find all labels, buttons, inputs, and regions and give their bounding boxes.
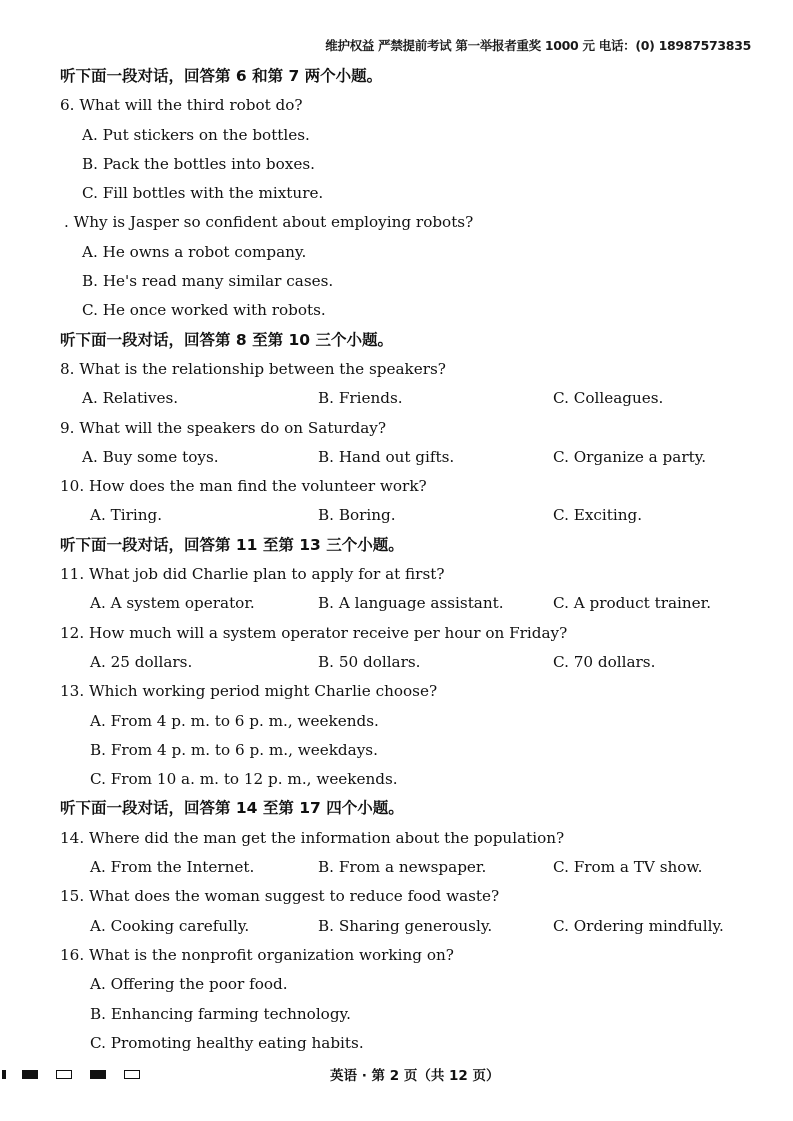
page-number: 英语 · 第 2 页（共 12 页） xyxy=(330,1068,500,1084)
question-text: 10. How does the man find the volunteer work? xyxy=(60,477,427,496)
answer-option-row xyxy=(0,501,793,530)
answer-option-row xyxy=(0,443,793,472)
answer-option: A. From 4 p. m. to 6 p. m., weekends. xyxy=(90,711,379,730)
question-text: 12. How much will a system operator receive per hour on Friday? xyxy=(60,623,568,642)
answer-option-a: A. 25 dollars. xyxy=(90,652,193,671)
exam-content xyxy=(0,62,793,1058)
question-text: 11. What job did Charlie plan to apply for at first? xyxy=(60,565,445,584)
answer-option-a: A. Cooking carefully. xyxy=(90,916,250,935)
registration-mark xyxy=(90,1070,106,1079)
section-instruction: 听下面一段对话，回答第 8 至第 10 三个小题。 xyxy=(60,330,393,349)
answer-option: C. From 10 a. m. to 12 p. m., weekends. xyxy=(90,770,398,789)
answer-option: A. He owns a robot company. xyxy=(82,242,307,261)
registration-mark xyxy=(22,1070,38,1079)
answer-option-b: B. 50 dollars. xyxy=(318,652,421,671)
answer-option-row xyxy=(0,589,793,618)
answer-option: B. He's read many similar cases. xyxy=(82,272,334,291)
answer-option-row xyxy=(0,384,793,413)
question-text: 6. What will the third robot do? xyxy=(60,96,303,115)
answer-option: B. Enhancing farming technology. xyxy=(90,1004,351,1023)
page-header-notice: 维护权益 严禁提前考试 第一举报者重奖 1000 元 电话：(0) 18987573835 xyxy=(325,38,751,53)
answer-option-c: C. Exciting. xyxy=(553,506,643,525)
answer-option-a: A. From the Internet. xyxy=(90,858,255,877)
answer-option-c: C. Colleagues. xyxy=(553,389,664,408)
question-text: 8. What is the relationship between the speakers? xyxy=(60,359,446,378)
answer-option: C. He once worked with robots. xyxy=(82,301,326,320)
answer-option-a: A. Buy some toys. xyxy=(82,447,219,466)
answer-option: B. From 4 p. m. to 6 p. m., weekdays. xyxy=(90,740,378,759)
answer-option-b: B. Friends. xyxy=(318,389,403,408)
answer-option: A. Offering the poor food. xyxy=(90,975,288,994)
answer-option-a: A. A system operator. xyxy=(90,594,255,613)
question-text: 14. Where did the man get the information about the population? xyxy=(60,828,565,847)
answer-option-row xyxy=(0,912,793,941)
question-text: . Why is Jasper so confident about employing robots? xyxy=(64,213,474,232)
answer-option-c: C. Ordering mindfully. xyxy=(553,916,724,935)
answer-option-b: B. A language assistant. xyxy=(318,594,504,613)
answer-option-row xyxy=(0,853,793,882)
answer-option: A. Put stickers on the bottles. xyxy=(82,125,310,144)
answer-option-c: C. 70 dollars. xyxy=(553,652,656,671)
question-text: 15. What does the woman suggest to reduce food waste? xyxy=(60,887,500,906)
registration-mark xyxy=(56,1070,72,1079)
answer-option-c: C. Organize a party. xyxy=(553,447,707,466)
answer-option-b: B. From a newspaper. xyxy=(318,858,487,877)
registration-mark xyxy=(124,1070,140,1079)
section-instruction: 听下面一段对话，回答第 6 和第 7 两个小题。 xyxy=(60,67,383,85)
answer-option-c: C. From a TV show. xyxy=(553,858,703,877)
question-text: 16. What is the nonprofit organization working on? xyxy=(60,945,454,964)
answer-option-c: C. A product trainer. xyxy=(553,594,712,613)
answer-option: B. Pack the bottles into boxes. xyxy=(82,154,315,173)
question-text: 13. Which working period might Charlie choose? xyxy=(60,682,438,701)
answer-option-a: A. Tiring. xyxy=(90,506,163,525)
section-instruction: 听下面一段对话，回答第 11 至第 13 三个小题。 xyxy=(60,535,404,554)
answer-option-b: B. Sharing generously. xyxy=(318,916,493,935)
answer-option-b: B. Hand out gifts. xyxy=(318,447,455,466)
answer-option: C. Fill bottles with the mixture. xyxy=(82,184,324,203)
page-footer xyxy=(0,1064,793,1084)
answer-option-row xyxy=(0,648,793,677)
answer-option: C. Promoting healthy eating habits. xyxy=(90,1033,364,1052)
answer-option-b: B. Boring. xyxy=(318,506,396,525)
section-instruction: 听下面一段对话，回答第 14 至第 17 四个小题。 xyxy=(60,799,404,818)
answer-option-a: A. Relatives. xyxy=(82,389,179,408)
question-text: 9. What will the speakers do on Saturday? xyxy=(60,418,386,437)
registration-mark xyxy=(2,1070,6,1079)
